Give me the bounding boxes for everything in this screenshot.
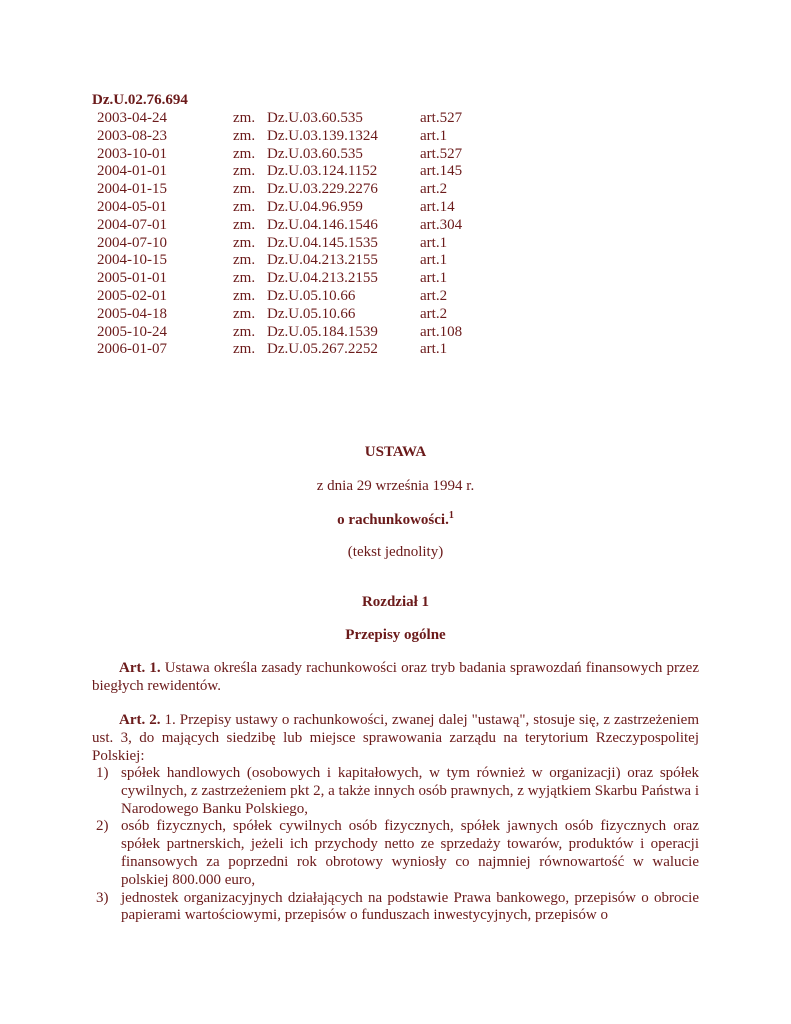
amendment-date: 2004-01-01 <box>97 163 167 180</box>
act-date: z dnia 29 września 1994 r. <box>316 478 475 494</box>
amendment-date: 2004-10-15 <box>97 252 167 269</box>
amendment-ref: Dz.U.03.60.535 <box>267 145 363 162</box>
amendment-art: art.527 <box>420 110 463 126</box>
act-heading: USTAWA <box>364 444 427 460</box>
amendment-art: art.304 <box>420 216 463 233</box>
list-item <box>92 765 699 818</box>
amendment-ref: Dz.U.03.139.1324 <box>267 127 378 144</box>
amendment-zm: zm. <box>233 323 256 340</box>
amendment-zm: zm. <box>233 216 256 233</box>
article-2-label: Art. 2. <box>119 712 161 728</box>
article-2-list <box>92 765 699 925</box>
amendment-date: 2004-05-01 <box>97 198 167 215</box>
amendment-date: 2005-10-24 <box>97 323 167 340</box>
amendment-zm: zm. <box>233 110 256 126</box>
article-1-label: Art. 1. <box>119 660 161 676</box>
amendment-date: 2004-07-10 <box>97 234 167 251</box>
act-subject-text: o rachunkowości. <box>337 512 449 528</box>
amendment-art: art.145 <box>420 163 463 180</box>
list-item-number: 1) <box>96 765 109 781</box>
list-item-text: spółek handlowych (osobowych i kapitałowych, w tym również w organizacji) oraz spółek cywilnych, z zastrzeżeniem pkt 2, a także innych osób prawnych, z wyjątkiem Skarbu Państwa i Narodowego Banku Polskiego, <box>121 765 699 817</box>
amendment-art: art.1 <box>420 234 448 251</box>
list-item <box>92 890 699 926</box>
chapter-name: Przepisy ogólne <box>345 627 446 643</box>
amendment-date: 2005-04-18 <box>97 305 167 322</box>
amendment-art: art.1 <box>420 341 448 358</box>
amendment-art: art.527 <box>420 145 463 162</box>
document-id: Dz.U.02.76.694 <box>92 92 188 108</box>
amendment-ref: Dz.U.03.229.2276 <box>267 181 378 198</box>
list-item-number: 3) <box>96 889 109 906</box>
article-1 <box>92 660 699 696</box>
amendment-ref: Dz.U.05.10.66 <box>267 287 356 304</box>
act-subject <box>92 512 699 530</box>
amendment-zm: zm. <box>233 181 256 198</box>
amendment-art: art.1 <box>420 270 448 287</box>
amendment-zm: zm. <box>233 287 256 304</box>
amendment-zm: zm. <box>233 198 256 215</box>
footnote-mark: 1 <box>448 510 454 521</box>
amendment-zm: zm. <box>233 127 256 144</box>
amendment-date: 2004-01-15 <box>97 181 167 198</box>
amendment-date: 2006-01-07 <box>97 341 167 358</box>
amendment-zm: zm. <box>233 163 256 180</box>
amendment-ref: Dz.U.04.213.2155 <box>267 270 378 287</box>
list-item <box>92 818 699 889</box>
amendment-zm: zm. <box>233 145 256 162</box>
amendment-art: art.108 <box>420 323 463 340</box>
amendment-ref: Dz.U.04.145.1535 <box>267 234 378 251</box>
amendment-ref: Dz.U.05.184.1539 <box>267 323 378 340</box>
amendment-date: 2005-01-01 <box>97 270 167 287</box>
amendment-date: 2003-04-24 <box>97 110 167 126</box>
amendment-date: 2005-02-01 <box>97 287 167 304</box>
amendment-zm: zm. <box>233 305 256 322</box>
amendment-date: 2003-10-01 <box>97 145 167 162</box>
amendment-zm: zm. <box>233 252 256 269</box>
amendment-ref: Dz.U.04.146.1546 <box>267 216 378 233</box>
amendment-ref: Dz.U.03.60.535 <box>267 110 363 126</box>
amendment-zm: zm. <box>233 341 256 358</box>
list-item-text: jednostek organizacyjnych działających na podstawie Prawa bankowego, przepisów o obrocie papierami wartościowymi, przepisów o funduszach inwestycyjnych, przepisów o <box>121 889 699 924</box>
amendment-art: art.1 <box>420 252 448 269</box>
act-note: (tekst jednolity) <box>347 544 444 560</box>
amendment-art: art.2 <box>420 181 448 198</box>
amendment-art: art.1 <box>420 127 448 144</box>
amendment-ref: Dz.U.05.10.66 <box>267 305 356 322</box>
amendment-ref: Dz.U.04.213.2155 <box>267 252 378 269</box>
amendment-date: 2003-08-23 <box>97 127 167 144</box>
list-item-text: osób fizycznych, spółek cywilnych osób fizycznych, spółek jawnych osób fizycznych oraz spółek partnerskich, jeżeli ich przychody netto ze sprzedaży towarów, produktów i operacji finansowych za poprzedni rok obrotowy wyniosły co najmniej równowartość w walucie polskiej 800.000 euro, <box>121 818 699 888</box>
amendment-zm: zm. <box>233 234 256 251</box>
amendment-ref: Dz.U.05.267.2252 <box>267 341 378 358</box>
amendment-art: art.14 <box>420 198 455 215</box>
amendment-art: art.2 <box>420 287 448 304</box>
article-1-text: Ustawa określa zasady rachunkowości oraz tryb badania sprawozdań finansowych przez biegłych rewidentów. <box>92 660 699 694</box>
amendment-art: art.2 <box>420 305 448 322</box>
article-2 <box>92 712 699 765</box>
article-2-text: 1. Przepisy ustawy o rachunkowości, zwanej dalej "ustawą", stosuje się, z zastrzeżeniem ust. 3, do mających siedzibę lub miejsce sprawowania zarządu na terytorium Rzeczypospolitej Polskiej: <box>92 712 699 764</box>
chapter-label: Rozdział 1 <box>361 594 430 610</box>
list-item-number: 2) <box>96 818 109 835</box>
amendment-ref: Dz.U.03.124.1152 <box>267 163 378 180</box>
amendment-zm: zm. <box>233 270 256 287</box>
amendment-date: 2004-07-01 <box>97 216 167 233</box>
amendment-ref: Dz.U.04.96.959 <box>267 198 363 215</box>
